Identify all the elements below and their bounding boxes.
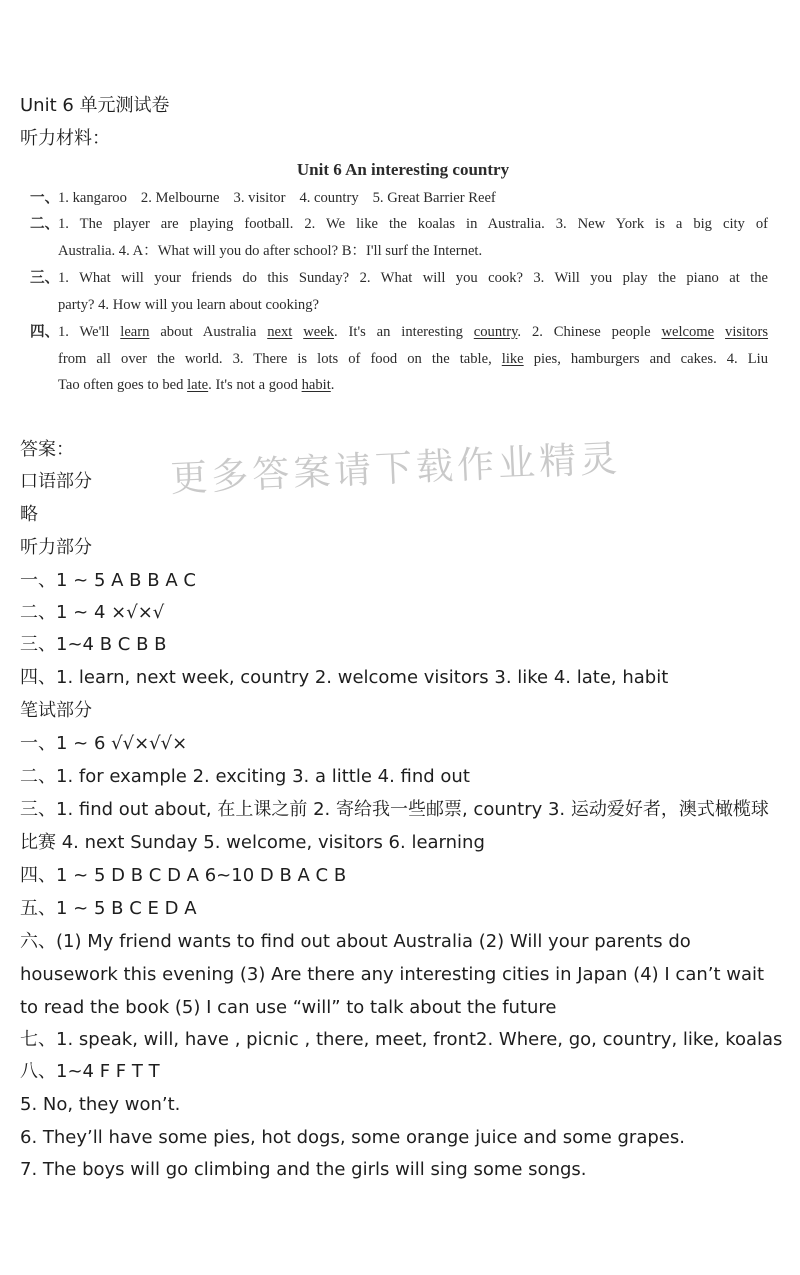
written-answer: 七、1. speak, will, have , picnic , there, meet, front2. Where, go, country, like, koalas bbox=[20, 1029, 783, 1050]
text-span: Tao often goes to bed bbox=[58, 377, 188, 393]
scan-part-3-line: party? 4. How will you learn about cooking? bbox=[58, 296, 319, 313]
text-span: . It's an interesting bbox=[334, 324, 474, 340]
written-answer: 二、1. for example 2. exciting 3. a little 4. find out bbox=[20, 766, 470, 787]
oral-section-label: 口语部分 bbox=[20, 471, 92, 492]
oral-answer: 略 bbox=[20, 504, 38, 525]
underlined-word: week bbox=[303, 324, 335, 340]
scan-part-4-label: 四、 bbox=[30, 324, 60, 340]
text-span: pies, hamburgers and cakes. 4. Liu bbox=[523, 350, 769, 367]
underlined-word: welcome bbox=[661, 324, 715, 340]
page-title: Unit 6 单元测试卷 bbox=[20, 95, 170, 116]
answers-label: 答案： bbox=[20, 439, 74, 460]
scan-part-4 bbox=[30, 319, 768, 399]
scan-part-1-item: 4. country bbox=[299, 190, 359, 206]
underlined-word: country bbox=[473, 324, 518, 340]
scan-part-4-line bbox=[58, 319, 768, 346]
written-answer: 三、1. find out about, 在上课之前 2. 寄给我一些邮票, country 3. 运动爱好者，澳式橄榄球比赛 4. next Sunday 5. welcome, visitors 6. learning bbox=[20, 799, 769, 853]
written-answer: 六、(1) My friend wants to find out about Australia (2) Will your parents do housework this evening (3) Are there any interesting cities in Japan (4) I can’t wait to read the book (5) I can use “will” to talk about the future bbox=[20, 931, 765, 1018]
written-answer: 五、1 ~ 5 B C E D A bbox=[20, 898, 197, 919]
scan-title: Unit 6 An interesting country bbox=[296, 160, 510, 179]
written-answer: 6. They’ll have some pies, hot dogs, some orange juice and some grapes. bbox=[20, 1127, 685, 1148]
written-answer: 八、1~4 F F T T bbox=[20, 1061, 160, 1082]
underlined-word: like bbox=[501, 350, 524, 367]
scan-part-2-line: 1. The player are playing football. 2. We like the koalas in Australia. 3. New York is a big city of bbox=[58, 216, 768, 232]
scan-part-2-label: 二、 bbox=[30, 216, 60, 232]
listening-answer: 一、1 ~ 5 A B B A C bbox=[20, 570, 196, 591]
scan-part-4-line bbox=[58, 372, 768, 399]
scan-part-3-line: 1. What will your friends do this Sunday? 2. What will you cook? 3. Will you play the piano at the bbox=[58, 270, 768, 286]
text-span: about Australia bbox=[149, 324, 268, 340]
scan-part-1-item: 5. Great Barrier Reef bbox=[372, 190, 496, 206]
text-span: from all over the world. 3. There is lots of food on the table, bbox=[58, 350, 502, 367]
scan-part-2-line: Australia. 4. A：What will you do after school? B：I'll surf the Internet. bbox=[58, 242, 483, 259]
written-answer: 四、1 ~ 5 D B C D A 6~10 D B A C B bbox=[20, 865, 347, 886]
scan-part-3-label: 三、 bbox=[30, 270, 60, 286]
underlined-word: learn bbox=[120, 324, 150, 340]
scan-part-3 bbox=[30, 265, 768, 319]
written-answer: 一、1 ~ 6 √√×√√× bbox=[20, 733, 188, 754]
text-span bbox=[714, 324, 725, 340]
listening-answer: 三、1~4 B C B B bbox=[20, 634, 167, 655]
listening-answer: 二、1 ~ 4 ×√×√ bbox=[20, 602, 165, 623]
listening-answer: 四、1. learn, next week, country 2. welcome visitors 3. like 4. late, habit bbox=[20, 667, 669, 688]
scan-part-2 bbox=[30, 211, 768, 265]
text-span: . It's not a good bbox=[208, 377, 302, 393]
watermark-text: 更多答案请下载作业精灵 bbox=[169, 436, 622, 501]
underlined-word: next bbox=[267, 324, 293, 340]
written-answer: 7. The boys will go climbing and the girls will sing some songs. bbox=[20, 1159, 587, 1180]
text-span: . bbox=[330, 377, 335, 393]
scan-part-1-label: 一、 bbox=[30, 190, 60, 206]
listening-material-label: 听力材料： bbox=[20, 128, 110, 149]
scan-part-4-line bbox=[58, 346, 768, 373]
text-span: . 2. Chinese people bbox=[517, 324, 662, 340]
underlined-word: late bbox=[187, 377, 209, 393]
written-section-label: 笔试部分 bbox=[20, 700, 92, 721]
text-span bbox=[292, 324, 303, 340]
written-answer: 5. No, they won’t. bbox=[20, 1094, 181, 1115]
scan-part-1 bbox=[30, 185, 768, 211]
scan-part-1-item: 2. Melbourne bbox=[140, 190, 220, 206]
text-span: 1. We'll bbox=[58, 324, 121, 340]
listening-section-label: 听力部分 bbox=[20, 537, 92, 558]
underlined-word: visitors bbox=[725, 324, 769, 340]
underlined-word: habit bbox=[301, 377, 331, 393]
scan-part-1-item: 1. kangaroo bbox=[58, 190, 127, 206]
scan-part-1-item: 3. visitor bbox=[233, 190, 286, 206]
scanned-listening-material bbox=[30, 155, 768, 399]
